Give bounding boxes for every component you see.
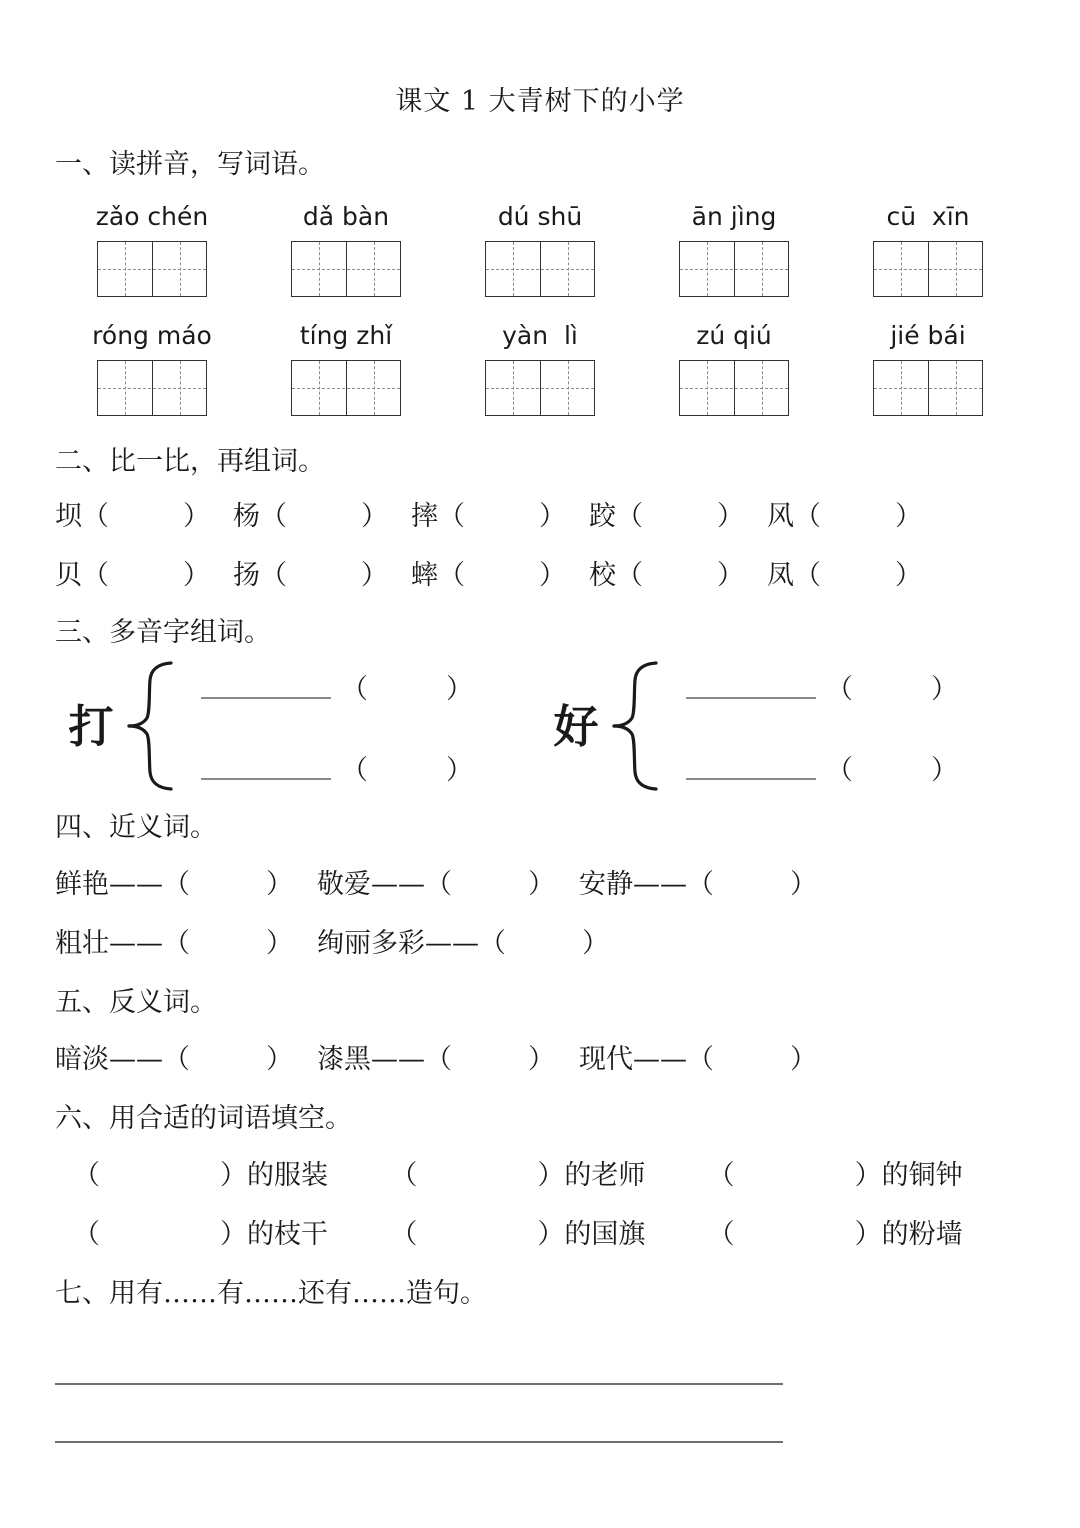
compare-item[interactable] bbox=[767, 503, 945, 530]
polyphone-answer-area bbox=[197, 672, 473, 786]
synonym-item[interactable] bbox=[317, 871, 555, 898]
tianzige-cell[interactable] bbox=[486, 242, 540, 296]
exercise-7-heading: 七、用有……有……还有……造句。 bbox=[55, 1278, 487, 1309]
page-title: 课文 1 大青树下的小学 bbox=[395, 86, 685, 117]
pinyin-row-1 bbox=[55, 204, 1025, 297]
open-paren: （ bbox=[707, 1219, 735, 1250]
synonym-item[interactable] bbox=[55, 871, 293, 898]
compare-char: 凤 bbox=[767, 560, 794, 591]
tianzige-grid[interactable] bbox=[679, 360, 789, 416]
pinyin-group bbox=[249, 323, 443, 416]
close-paren: ） bbox=[539, 501, 566, 532]
compare-item[interactable] bbox=[55, 503, 233, 530]
pinyin-label: cū xīn bbox=[886, 202, 970, 231]
open-paren: （ bbox=[425, 869, 452, 900]
fill-suffix: 的枝干 bbox=[247, 1219, 328, 1250]
fill-suffix: 的国旗 bbox=[564, 1219, 646, 1250]
polyphone-answer-line bbox=[201, 672, 473, 705]
tianzige-cell[interactable] bbox=[152, 361, 206, 415]
close-paren: ） bbox=[361, 501, 388, 532]
compare-char: 坝 bbox=[55, 501, 82, 532]
tianzige-grid[interactable] bbox=[97, 360, 207, 416]
antonym-row-1 bbox=[55, 1046, 1025, 1073]
pinyin-label: yàn lì bbox=[502, 321, 578, 350]
close-paren: ） bbox=[528, 1044, 555, 1075]
open-paren: （ bbox=[260, 560, 287, 591]
fill-suffix: 的服装 bbox=[247, 1160, 328, 1191]
synonym-word: 鲜艳 bbox=[55, 869, 109, 900]
open-paren: （ bbox=[794, 501, 821, 532]
write-blank[interactable] bbox=[201, 756, 331, 780]
antonym-item[interactable] bbox=[55, 1046, 293, 1073]
antonym-word: 漆黑 bbox=[317, 1044, 371, 1075]
dash: —— bbox=[371, 1044, 425, 1075]
dash: —— bbox=[633, 1044, 687, 1075]
polyphone-answer-line bbox=[686, 672, 958, 705]
compare-char: 风 bbox=[767, 501, 794, 532]
exercise-5 bbox=[55, 989, 1025, 1073]
exercise-3 bbox=[55, 619, 1025, 792]
open-paren: （ bbox=[82, 501, 109, 532]
pinyin-grid-block bbox=[55, 204, 1025, 416]
tianzige-grid[interactable] bbox=[97, 241, 207, 297]
pinyin-label: tíng zhǐ bbox=[299, 321, 393, 350]
compare-row-2 bbox=[55, 562, 1025, 589]
compare-char: 跤 bbox=[589, 501, 616, 532]
tianzige-cell[interactable] bbox=[98, 242, 152, 296]
polyphone-answer-line bbox=[201, 753, 473, 786]
pinyin-label: róng máo bbox=[92, 321, 212, 350]
tianzige-cell[interactable] bbox=[292, 361, 346, 415]
close-paren: ） bbox=[790, 1044, 817, 1075]
close-paren: ） bbox=[183, 501, 210, 532]
tianzige-cell[interactable] bbox=[98, 361, 152, 415]
close-paren: ） bbox=[895, 501, 922, 532]
tianzige-cell[interactable] bbox=[680, 242, 734, 296]
synonym-row-2 bbox=[55, 930, 1025, 957]
polyphone-answer-line bbox=[686, 753, 958, 786]
synonym-word: 敬爱 bbox=[317, 869, 371, 900]
write-blank[interactable] bbox=[686, 675, 816, 699]
synonym-item[interactable] bbox=[579, 871, 817, 898]
close-paren: ） bbox=[528, 869, 555, 900]
open-paren: （ bbox=[425, 1044, 452, 1075]
polyphone-paren[interactable] bbox=[826, 757, 958, 784]
compare-item[interactable] bbox=[233, 562, 411, 589]
compare-char: 扬 bbox=[233, 560, 260, 591]
pinyin-label: ān jìng bbox=[691, 202, 777, 231]
close-paren: ） bbox=[220, 1219, 247, 1250]
pinyin-label: jié bái bbox=[890, 321, 966, 350]
synonym-word: 安静 bbox=[579, 869, 633, 900]
tianzige-grid[interactable] bbox=[679, 241, 789, 297]
open-paren: （ bbox=[341, 755, 368, 786]
open-paren: （ bbox=[163, 928, 190, 959]
fill-item[interactable] bbox=[390, 1221, 707, 1248]
synonym-item[interactable] bbox=[55, 930, 293, 957]
exercise-6 bbox=[55, 1105, 1025, 1248]
tianzige-cell[interactable] bbox=[346, 361, 400, 415]
open-paren: （ bbox=[616, 501, 643, 532]
open-paren: （ bbox=[438, 560, 465, 591]
pinyin-label: zú qiú bbox=[696, 321, 772, 350]
tianzige-cell[interactable] bbox=[874, 242, 928, 296]
pinyin-label: dú shū bbox=[497, 202, 583, 231]
brace-icon bbox=[127, 660, 197, 792]
open-paren: （ bbox=[687, 1044, 714, 1075]
pinyin-label: dǎ bàn bbox=[302, 202, 390, 231]
open-paren: （ bbox=[341, 674, 368, 705]
writing-area bbox=[55, 1383, 1025, 1443]
exercise-7 bbox=[55, 1280, 1025, 1443]
pinyin-label: zǎo chén bbox=[95, 202, 209, 231]
synonym-word: 粗壮 bbox=[55, 928, 109, 959]
compare-item[interactable] bbox=[55, 562, 233, 589]
compare-item[interactable] bbox=[589, 562, 767, 589]
polyphone-answer-area bbox=[682, 672, 958, 786]
open-paren: （ bbox=[826, 755, 853, 786]
writing-line[interactable] bbox=[55, 1441, 783, 1443]
antonym-word: 暗淡 bbox=[55, 1044, 109, 1075]
compare-item[interactable] bbox=[411, 503, 589, 530]
open-paren: （ bbox=[390, 1219, 418, 1250]
exercise-1 bbox=[55, 151, 1025, 416]
close-paren: ） bbox=[539, 560, 566, 591]
write-blank[interactable] bbox=[686, 756, 816, 780]
synonym-row-1 bbox=[55, 871, 1025, 898]
pinyin-group bbox=[55, 323, 249, 416]
dash: —— bbox=[109, 1044, 163, 1075]
tianzige-cell[interactable] bbox=[540, 361, 594, 415]
close-paren: ） bbox=[361, 560, 388, 591]
tianzige-cell[interactable] bbox=[734, 361, 788, 415]
compare-item[interactable] bbox=[411, 562, 589, 589]
compare-char: 杨 bbox=[233, 501, 260, 532]
polyphone-character: 打 bbox=[68, 699, 114, 753]
close-paren: ） bbox=[537, 1219, 565, 1250]
exercise-4 bbox=[55, 814, 1025, 957]
pinyin-group bbox=[249, 204, 443, 297]
tianzige-grid[interactable] bbox=[873, 241, 983, 297]
compare-row-1 bbox=[55, 503, 1025, 530]
dash: —— bbox=[109, 928, 163, 959]
close-paren: ） bbox=[220, 1160, 247, 1191]
close-paren: ） bbox=[931, 674, 958, 705]
close-paren: ） bbox=[854, 1160, 882, 1191]
tianzige-cell[interactable] bbox=[292, 242, 346, 296]
compare-char: 蟀 bbox=[411, 560, 438, 591]
pinyin-group bbox=[55, 204, 249, 297]
polyphone-paren[interactable] bbox=[341, 676, 473, 703]
fill-row-2 bbox=[55, 1221, 1025, 1248]
fill-suffix: 的铜钟 bbox=[881, 1160, 963, 1191]
antonym-word: 现代 bbox=[579, 1044, 633, 1075]
close-paren: ） bbox=[717, 501, 744, 532]
close-paren: ） bbox=[931, 755, 958, 786]
compare-item[interactable] bbox=[233, 503, 411, 530]
tianzige-cell[interactable] bbox=[928, 242, 982, 296]
open-paren: （ bbox=[82, 560, 109, 591]
tianzige-cell[interactable] bbox=[874, 361, 928, 415]
open-paren: （ bbox=[163, 869, 190, 900]
open-paren: （ bbox=[73, 1219, 100, 1250]
compare-item[interactable] bbox=[767, 562, 945, 589]
dash: —— bbox=[633, 869, 687, 900]
pinyin-group bbox=[831, 323, 1025, 416]
fill-item[interactable] bbox=[390, 1162, 707, 1189]
fill-suffix: 的粉墙 bbox=[881, 1219, 963, 1250]
polyphone-character: 好 bbox=[553, 699, 599, 753]
exercise-4-heading: 四、近义词。 bbox=[55, 812, 217, 843]
fill-item[interactable] bbox=[73, 1221, 390, 1248]
close-paren: ） bbox=[717, 560, 744, 591]
open-paren: （ bbox=[73, 1160, 100, 1191]
pinyin-row-2 bbox=[55, 323, 1025, 416]
tianzige-grid[interactable] bbox=[485, 360, 595, 416]
tianzige-cell[interactable] bbox=[734, 242, 788, 296]
tianzige-grid[interactable] bbox=[291, 360, 401, 416]
antonym-item[interactable] bbox=[579, 1046, 817, 1073]
tianzige-cell[interactable] bbox=[680, 361, 734, 415]
close-paren: ） bbox=[582, 928, 609, 959]
tianzige-grid[interactable] bbox=[873, 360, 983, 416]
close-paren: ） bbox=[537, 1160, 565, 1191]
open-paren: （ bbox=[390, 1160, 418, 1191]
open-paren: （ bbox=[438, 501, 465, 532]
open-paren: （ bbox=[826, 674, 853, 705]
close-paren: ） bbox=[266, 869, 293, 900]
antonym-item[interactable] bbox=[317, 1046, 555, 1073]
pinyin-group bbox=[443, 323, 637, 416]
fill-item[interactable] bbox=[73, 1162, 390, 1189]
synonym-item[interactable] bbox=[317, 930, 609, 957]
dash: —— bbox=[109, 869, 163, 900]
close-paren: ） bbox=[266, 928, 293, 959]
fill-item[interactable] bbox=[708, 1162, 1025, 1189]
tianzige-cell[interactable] bbox=[346, 242, 400, 296]
compare-char: 贝 bbox=[55, 560, 82, 591]
open-paren: （ bbox=[794, 560, 821, 591]
write-blank[interactable] bbox=[201, 675, 331, 699]
pinyin-group bbox=[637, 323, 831, 416]
close-paren: ） bbox=[790, 869, 817, 900]
brace-icon bbox=[612, 660, 682, 792]
close-paren: ） bbox=[446, 674, 473, 705]
exercise-1-heading: 一、读拼音，写词语。 bbox=[55, 149, 325, 180]
open-paren: （ bbox=[260, 501, 287, 532]
close-paren: ） bbox=[854, 1219, 882, 1250]
tianzige-cell[interactable] bbox=[486, 361, 540, 415]
close-paren: ） bbox=[895, 560, 922, 591]
exercise-2-heading: 二、比一比，再组词。 bbox=[55, 446, 325, 477]
tianzige-grid[interactable] bbox=[485, 241, 595, 297]
compare-char: 摔 bbox=[411, 501, 438, 532]
open-paren: （ bbox=[479, 928, 506, 959]
exercise-3-heading: 三、多音字组词。 bbox=[55, 617, 271, 648]
polyphone-unit bbox=[540, 660, 1025, 792]
compare-item[interactable] bbox=[589, 503, 767, 530]
open-paren: （ bbox=[687, 869, 714, 900]
tianzige-cell[interactable] bbox=[540, 242, 594, 296]
polyphone-unit bbox=[55, 660, 540, 792]
fill-suffix: 的老师 bbox=[564, 1160, 646, 1191]
close-paren: ） bbox=[183, 560, 210, 591]
fill-item[interactable] bbox=[708, 1221, 1025, 1248]
exercise-2 bbox=[55, 448, 1025, 589]
polyphone-row bbox=[55, 660, 1025, 792]
dash: —— bbox=[371, 869, 425, 900]
pinyin-group bbox=[831, 204, 1025, 297]
pinyin-group bbox=[637, 204, 831, 297]
open-paren: （ bbox=[616, 560, 643, 591]
synonym-word: 绚丽多彩 bbox=[317, 928, 425, 959]
close-paren: ） bbox=[446, 755, 473, 786]
exercise-5-heading: 五、反义词。 bbox=[55, 987, 217, 1018]
writing-line[interactable] bbox=[55, 1383, 783, 1385]
pinyin-group bbox=[443, 204, 637, 297]
fill-row-1 bbox=[55, 1162, 1025, 1189]
open-paren: （ bbox=[707, 1160, 735, 1191]
tianzige-cell[interactable] bbox=[152, 242, 206, 296]
polyphone-paren[interactable] bbox=[826, 676, 958, 703]
close-paren: ） bbox=[266, 1044, 293, 1075]
open-paren: （ bbox=[163, 1044, 190, 1075]
exercise-6-heading: 六、用合适的词语填空。 bbox=[55, 1103, 352, 1134]
polyphone-paren[interactable] bbox=[341, 757, 473, 784]
tianzige-grid[interactable] bbox=[291, 241, 401, 297]
compare-char: 校 bbox=[589, 560, 616, 591]
tianzige-cell[interactable] bbox=[928, 361, 982, 415]
dash: —— bbox=[425, 928, 479, 959]
